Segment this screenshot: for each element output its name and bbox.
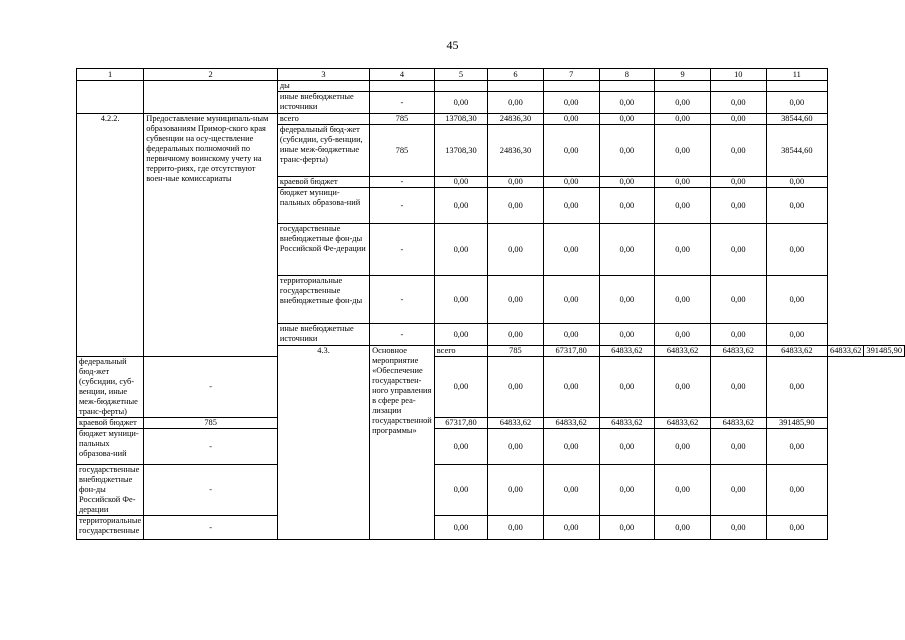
item-code [77, 81, 144, 114]
amount-cell: 0,00 [543, 465, 599, 516]
amount-cell: 0,00 [434, 177, 487, 188]
amount-cell: 0,00 [766, 92, 827, 114]
funding-source: всего [277, 114, 369, 125]
funding-source: федеральный бюд-жет (субсидии, суб-венции, иные меж-бюджетные транс-ферты) [277, 125, 369, 177]
grbs-code: - [370, 177, 435, 188]
table-row [77, 81, 905, 92]
amount-cell: 0,00 [434, 92, 487, 114]
amount-cell: 0,00 [599, 324, 655, 346]
amount-cell: 0,00 [599, 357, 655, 418]
amount-cell [543, 81, 599, 92]
amount-cell: 0,00 [488, 177, 544, 188]
amount-cell: 0,00 [599, 429, 655, 465]
grbs-code: 785 [370, 114, 435, 125]
amount-cell: 391485,90 [864, 346, 905, 357]
amount-cell: 0,00 [766, 276, 827, 324]
amount-cell: 0,00 [599, 224, 655, 276]
amount-cell: 64833,62 [828, 346, 864, 357]
funding-source: всего [434, 346, 487, 357]
amount-cell: 0,00 [543, 516, 599, 540]
column-header: 7 [543, 69, 599, 81]
column-header: 3 [277, 69, 369, 81]
column-header: 5 [434, 69, 487, 81]
item-name [144, 81, 278, 114]
amount-cell: 0,00 [766, 188, 827, 224]
table-row [77, 418, 905, 429]
amount-cell [599, 81, 655, 92]
amount-cell: 64833,62 [655, 418, 711, 429]
grbs-code [370, 81, 435, 92]
amount-cell: 13708,30 [434, 125, 487, 177]
item-code: 4.2.2. [77, 114, 144, 357]
grbs-code: - [370, 276, 435, 324]
funding-source: иные внебюджетные источники [277, 324, 369, 346]
amount-cell: 0,00 [488, 324, 544, 346]
amount-cell: 0,00 [599, 92, 655, 114]
amount-cell: 0,00 [766, 357, 827, 418]
amount-cell: 0,00 [488, 224, 544, 276]
funding-source: краевой бюджет [77, 418, 144, 429]
amount-cell: 67317,80 [434, 418, 487, 429]
page-number: 45 [446, 38, 459, 52]
funding-source: федеральный бюд-жет (субсидии, суб-венции, иные меж-бюджетные транс-ферты) [77, 357, 144, 418]
amount-cell: 0,00 [543, 224, 599, 276]
amount-cell: 0,00 [599, 276, 655, 324]
amount-cell: 0,00 [543, 429, 599, 465]
amount-cell: 0,00 [543, 324, 599, 346]
amount-cell: 0,00 [434, 429, 487, 465]
table-row [77, 465, 905, 516]
amount-cell [488, 81, 544, 92]
grbs-code: - [144, 357, 278, 418]
amount-cell: 0,00 [766, 465, 827, 516]
funding-source: территориальные государственные внебюджетные фон-ды [277, 276, 369, 324]
amount-cell: 0,00 [710, 429, 766, 465]
amount-cell: 0,00 [655, 125, 711, 177]
amount-cell: 0,00 [434, 224, 487, 276]
amount-cell: 64833,62 [599, 346, 655, 357]
amount-cell: 0,00 [710, 324, 766, 346]
column-header: 6 [488, 69, 544, 81]
amount-cell: 0,00 [766, 224, 827, 276]
grbs-code: 785 [370, 125, 435, 177]
amount-cell: 64833,62 [710, 418, 766, 429]
grbs-code: 785 [144, 418, 278, 429]
amount-cell: 0,00 [599, 188, 655, 224]
amount-cell: 0,00 [488, 92, 544, 114]
amount-cell: 0,00 [766, 324, 827, 346]
amount-cell: 0,00 [434, 465, 487, 516]
amount-cell: 0,00 [434, 324, 487, 346]
amount-cell: 0,00 [766, 516, 827, 540]
table-row [77, 357, 905, 418]
amount-cell: 0,00 [710, 516, 766, 540]
item-code: 4.3. [277, 346, 369, 540]
amount-cell: 0,00 [655, 357, 711, 418]
amount-cell: 0,00 [488, 276, 544, 324]
amount-cell: 0,00 [488, 516, 544, 540]
amount-cell: 0,00 [710, 224, 766, 276]
amount-cell: 0,00 [766, 429, 827, 465]
amount-cell: 0,00 [766, 177, 827, 188]
header-row [77, 69, 905, 81]
amount-cell: 64833,62 [710, 346, 766, 357]
amount-cell: 0,00 [599, 465, 655, 516]
grbs-code: - [370, 224, 435, 276]
amount-cell: 0,00 [543, 177, 599, 188]
amount-cell: 64833,62 [543, 418, 599, 429]
amount-cell: 0,00 [655, 465, 711, 516]
amount-cell: 0,00 [710, 177, 766, 188]
item-name: Предоставление муниципаль-ным образованиям Примор-ского края субвенции на осу-ществление федеральных полномочий по первичному воинскому учету на террито-риях, где отсутствуют воен-ные комиссариаты [144, 114, 278, 357]
amount-cell: 0,00 [543, 114, 599, 125]
grbs-code: - [144, 465, 278, 516]
funding-source: иные внебюджетные источники [277, 92, 369, 114]
amount-cell: 391485,90 [766, 418, 827, 429]
amount-cell: 0,00 [543, 92, 599, 114]
amount-cell: 0,00 [488, 465, 544, 516]
amount-cell: 0,00 [655, 188, 711, 224]
amount-cell: 24836,30 [488, 114, 544, 125]
amount-cell: 0,00 [710, 188, 766, 224]
grbs-code: - [370, 92, 435, 114]
column-header: 10 [710, 69, 766, 81]
amount-cell: 0,00 [599, 114, 655, 125]
funding-source: территориальные государственные [77, 516, 144, 540]
funding-source: государственные внебюджетные фон-ды Российской Фе-дерации [277, 224, 369, 276]
amount-cell: 0,00 [655, 429, 711, 465]
amount-cell: 64833,62 [599, 418, 655, 429]
column-header: 9 [655, 69, 711, 81]
amount-cell [434, 81, 487, 92]
amount-cell: 0,00 [710, 125, 766, 177]
grbs-code: 785 [488, 346, 544, 357]
column-header: 4 [370, 69, 435, 81]
program-funding-table [76, 68, 905, 540]
amount-cell: 0,00 [655, 177, 711, 188]
item-name: Основное мероприятие «Обеспечение государствен-ного управления в сфере реа-лизации государственной программы» [370, 346, 435, 540]
grbs-code: - [144, 429, 278, 465]
amount-cell: 0,00 [655, 276, 711, 324]
funding-source: ды [277, 81, 369, 92]
amount-cell: 0,00 [434, 357, 487, 418]
table-row [77, 114, 905, 125]
amount-cell [766, 81, 827, 92]
amount-cell: 0,00 [543, 357, 599, 418]
amount-cell: 0,00 [655, 224, 711, 276]
amount-cell: 0,00 [655, 114, 711, 125]
amount-cell: 38544,60 [766, 114, 827, 125]
amount-cell: 0,00 [655, 324, 711, 346]
grbs-code: - [144, 516, 278, 540]
amount-cell: 0,00 [710, 276, 766, 324]
grbs-code: - [370, 188, 435, 224]
grbs-code: - [370, 324, 435, 346]
amount-cell [710, 81, 766, 92]
amount-cell: 0,00 [710, 114, 766, 125]
column-header: 1 [77, 69, 144, 81]
amount-cell: 0,00 [434, 188, 487, 224]
amount-cell: 0,00 [710, 357, 766, 418]
amount-cell: 0,00 [488, 188, 544, 224]
amount-cell: 0,00 [599, 125, 655, 177]
amount-cell: 0,00 [434, 276, 487, 324]
amount-cell: 24836,30 [488, 125, 544, 177]
amount-cell: 64833,62 [488, 418, 544, 429]
column-header: 8 [599, 69, 655, 81]
table-row [77, 429, 905, 465]
amount-cell: 38544,60 [766, 125, 827, 177]
column-header: 11 [766, 69, 827, 81]
funding-source: государственные внебюджетные фон-ды Российской Фе-дерации [77, 465, 144, 516]
amount-cell: 64833,62 [766, 346, 827, 357]
amount-cell: 0,00 [599, 516, 655, 540]
column-header: 2 [144, 69, 278, 81]
funding-source: бюджет муници-пальных образова-ний [277, 188, 369, 224]
amount-cell: 0,00 [543, 276, 599, 324]
amount-cell: 0,00 [710, 92, 766, 114]
amount-cell: 0,00 [488, 357, 544, 418]
amount-cell: 0,00 [599, 177, 655, 188]
amount-cell: 0,00 [710, 465, 766, 516]
amount-cell: 0,00 [543, 125, 599, 177]
amount-cell: 0,00 [488, 429, 544, 465]
amount-cell: 13708,30 [434, 114, 487, 125]
funding-source: краевой бюджет [277, 177, 369, 188]
funding-source: бюджет муници-пальных образова-ний [77, 429, 144, 465]
amount-cell: 0,00 [655, 516, 711, 540]
amount-cell [655, 81, 711, 92]
amount-cell: 0,00 [655, 92, 711, 114]
amount-cell: 0,00 [543, 188, 599, 224]
table-row [77, 516, 905, 540]
amount-cell: 67317,80 [543, 346, 599, 357]
amount-cell: 0,00 [434, 516, 487, 540]
amount-cell: 64833,62 [655, 346, 711, 357]
